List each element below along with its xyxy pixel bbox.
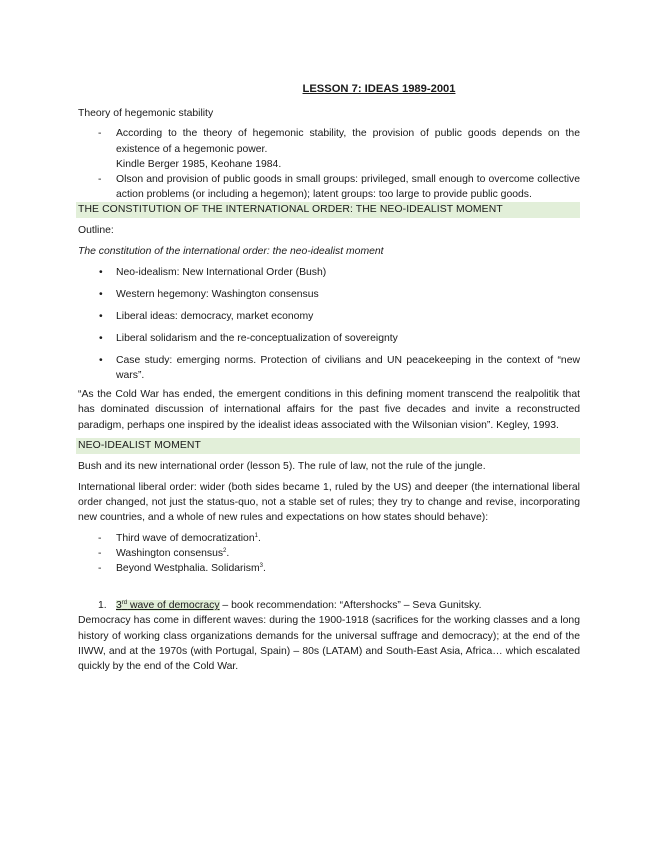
footnote-ref[interactable]: 1 bbox=[254, 532, 258, 539]
highlighted-heading-text: wave of democracy bbox=[127, 600, 220, 612]
bullet-marker: • bbox=[99, 354, 103, 366]
highlighted-heading bbox=[116, 600, 220, 611]
list-item bbox=[78, 561, 580, 576]
outline-label: Outline: bbox=[78, 225, 114, 237]
list-item-punct: . bbox=[262, 563, 266, 575]
list-item-text: Liberal ideas: democracy, market economy bbox=[116, 310, 314, 322]
hegemonic-heading: Theory of hegemonic stability bbox=[78, 108, 214, 120]
list-item-text: Case study: emerging norms. Protection of civilians and UN peacekeeping in the context of “new wars”. bbox=[116, 354, 580, 382]
footnote-ref[interactable]: 2 bbox=[223, 547, 227, 554]
democracy-waves-paragraph: Democracy has come in different waves: during the 1900-1918 (sacrifices for the working classes and a long history of working class organizations demands for the universal suffrage and democracy); at the end of the IIWW, and at the 1970s (with Portugal, Spain) – 80s (LATAM) and South-East Asia, Africa… which escalated quickly by the end of the Cold War. bbox=[78, 615, 580, 673]
liberal-order-paragraph: International liberal order: wider (both sides became 1, ruled by the US) and deeper (the international liberal order changed, not just the status-quo, not a stable set of rules; they try to change and revise, incorporating new countries, and a whole of new rules and expectations on how states should behave): bbox=[78, 482, 580, 524]
ordinal-suffix: rd bbox=[121, 600, 128, 607]
dash-marker: - bbox=[98, 532, 102, 544]
list-item-punct: . bbox=[226, 547, 230, 559]
list-item-text: Olson and provision of public goods in small groups: privileged, small enough to overcome collective action problems (or including a hegemon); latent groups: too large to provide public goods. bbox=[116, 174, 580, 201]
dash-marker: - bbox=[98, 547, 102, 559]
list-item-text: Third wave of democratization bbox=[116, 532, 255, 544]
bullet-marker: • bbox=[99, 310, 103, 322]
dash-marker: - bbox=[98, 563, 102, 575]
list-item bbox=[78, 546, 580, 561]
list-number: 1. bbox=[98, 600, 107, 612]
outline-subtitle: The constitution of the international order: the neo-idealist moment bbox=[78, 245, 384, 257]
liberal-order-list bbox=[78, 531, 580, 577]
dash-marker: - bbox=[98, 128, 102, 140]
book-recommendation: – book recommendation: “Aftershocks” – Seva Gunitsky. bbox=[219, 600, 482, 612]
bullet-marker: • bbox=[99, 266, 103, 278]
dash-marker: - bbox=[98, 174, 102, 186]
bush-paragraph: Bush and its new international order (lesson 5). The rule of law, not the rule of the jungle. bbox=[78, 460, 486, 472]
hegemonic-list bbox=[78, 126, 580, 202]
list-item-text: Neo-idealism: New International Order (Bush) bbox=[116, 266, 327, 278]
bullet-marker: • bbox=[99, 288, 103, 300]
list-item bbox=[78, 598, 580, 613]
list-item-reference: Kindle Berger 1985, Keohane 1984. bbox=[116, 158, 282, 170]
list-item bbox=[78, 331, 580, 346]
kegley-quote: “As the Cold War has ended, the emergent conditions in this defining moment transcend the realpolitik that has dominated discussion of international affairs for the past five decades and invite a reconstructed paradigm, perhaps one inspired by the idealist ideas associated with the Wilsonian vision”. Kegley, 1993. bbox=[78, 389, 580, 431]
list-item-text: Beyond Westphalia. Solidarism bbox=[116, 563, 260, 575]
bullet-marker: • bbox=[99, 332, 103, 344]
outline-bullet-list bbox=[78, 265, 580, 383]
section-heading-constitution: THE CONSTITUTION OF THE INTERNATIONAL ORDER: THE NEO-IDEALIST MOMENT bbox=[76, 202, 580, 218]
ordinal-number: 3 bbox=[116, 600, 122, 612]
list-item-text: Liberal solidarism and the re-conceptualization of sovereignty bbox=[116, 332, 398, 344]
page-title: LESSON 7: IDEAS 1989-2001 bbox=[302, 83, 456, 95]
list-item-text: According to the theory of hegemonic stability, the provision of public goods depends on the existence of a hegemonic power. bbox=[116, 128, 580, 155]
list-item bbox=[78, 309, 580, 324]
document-page bbox=[78, 82, 580, 674]
list-item bbox=[78, 126, 580, 172]
list-item bbox=[78, 531, 580, 546]
list-item-text: Western hegemony: Washington consensus bbox=[116, 288, 319, 300]
numbered-list bbox=[78, 598, 580, 613]
footnote-ref[interactable]: 3 bbox=[259, 563, 263, 570]
list-item-text: Washington consensus bbox=[116, 547, 224, 559]
list-item-punct: . bbox=[257, 532, 261, 544]
list-item bbox=[78, 353, 580, 383]
list-item bbox=[78, 265, 580, 280]
list-item bbox=[78, 287, 580, 302]
section-heading-neo-idealist: NEO-IDEALIST MOMENT bbox=[76, 438, 580, 454]
list-item bbox=[78, 172, 580, 202]
